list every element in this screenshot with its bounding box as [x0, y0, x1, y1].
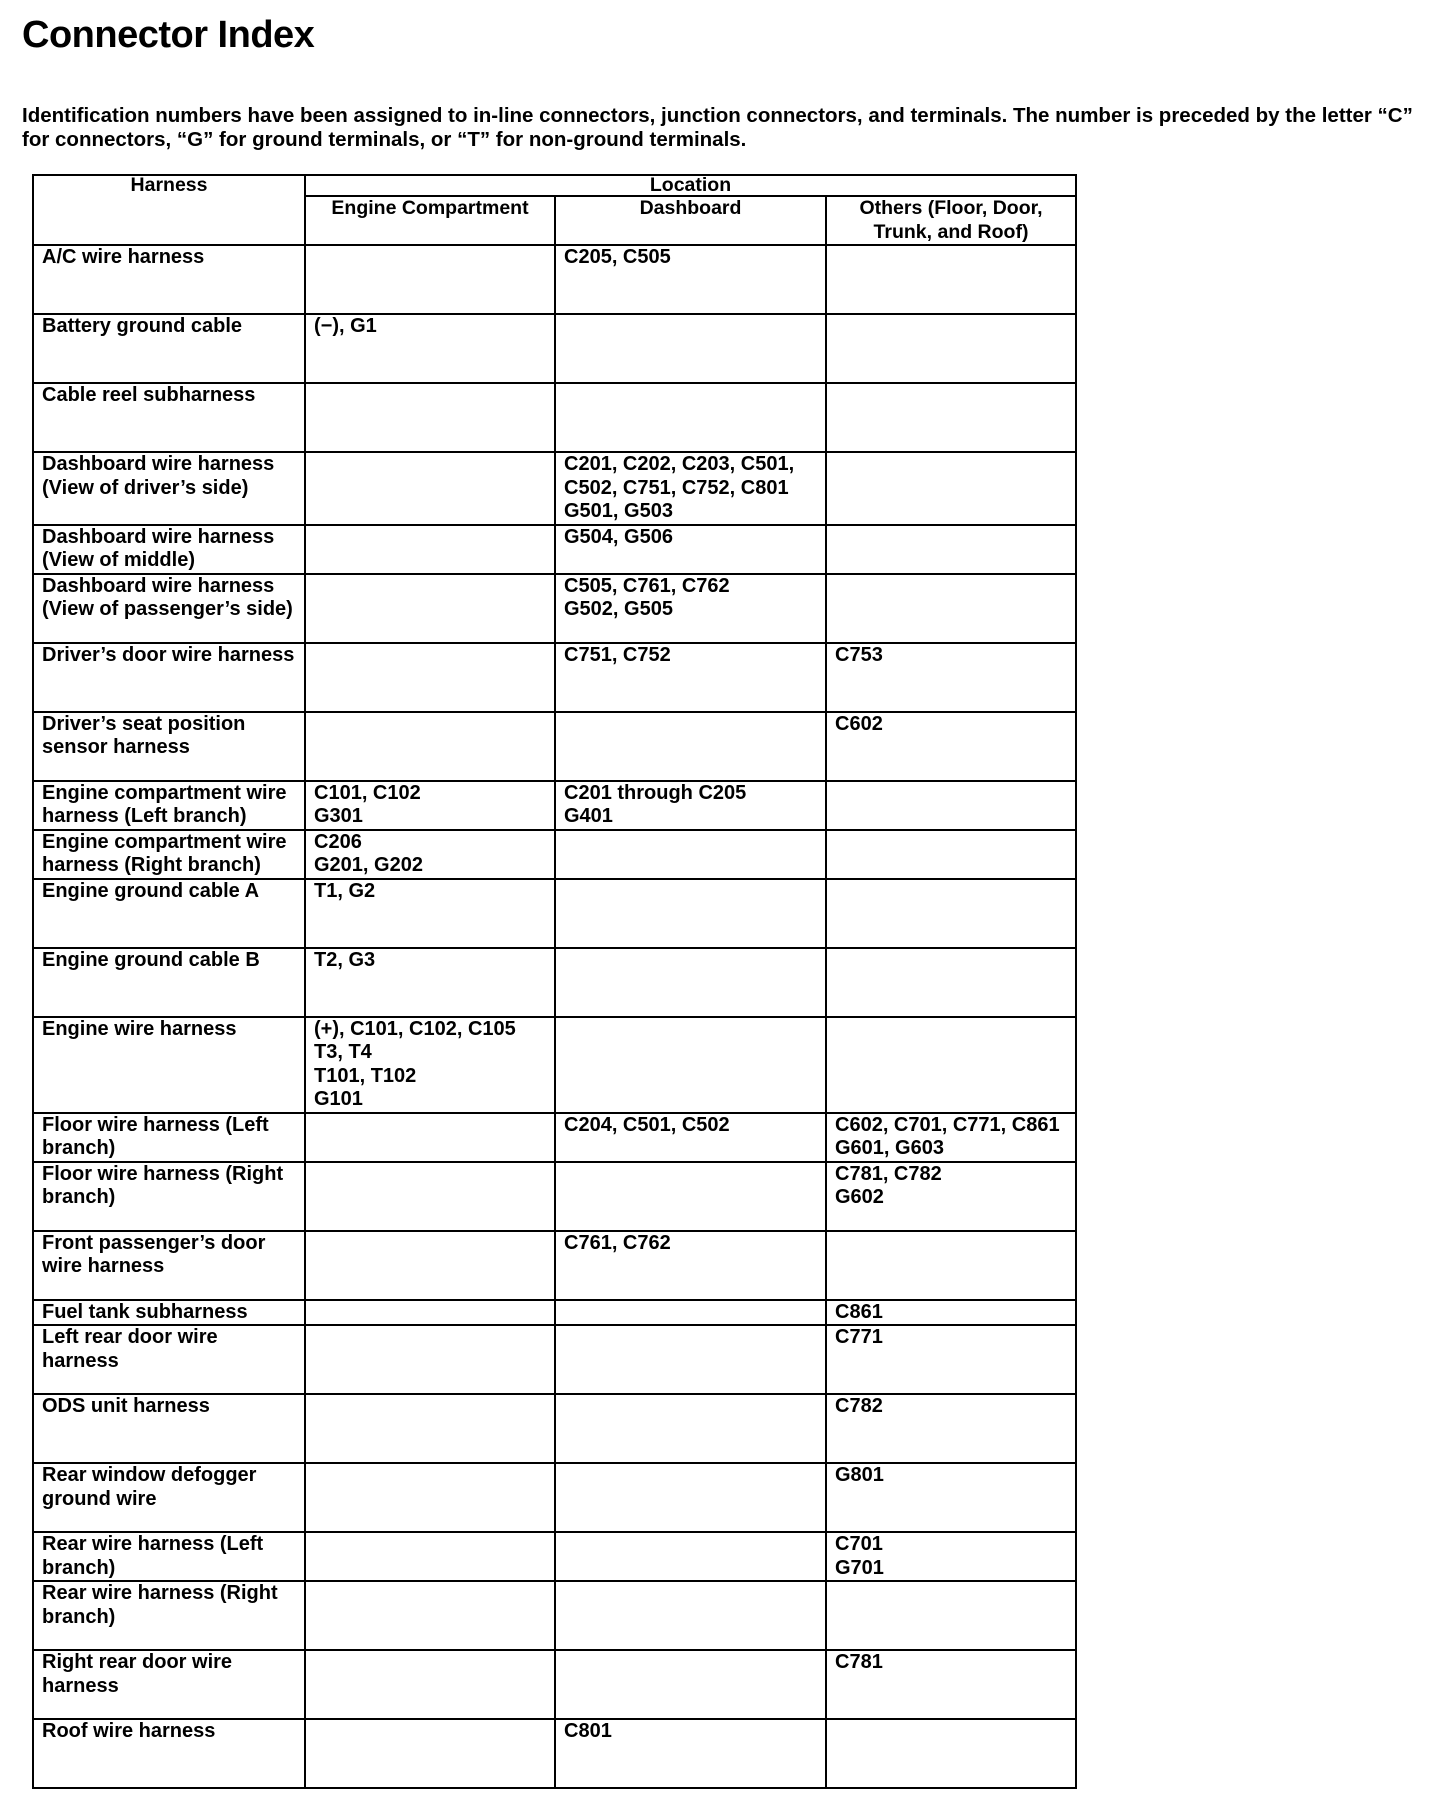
harness-cell — [33, 1581, 305, 1650]
harness-name: Dashboard wire harness (View of middle) — [42, 525, 275, 571]
connector-list: G504, G506 — [564, 525, 673, 548]
connector-list: C861 — [835, 1300, 883, 1323]
harness-header: Harness — [33, 175, 305, 245]
connector-list: G401 — [564, 805, 613, 827]
others-cell — [826, 1231, 1076, 1300]
engine-cell — [305, 1581, 555, 1650]
dashboard-cell — [555, 1231, 826, 1300]
harness-cell — [33, 712, 305, 781]
dashboard-cell — [555, 1325, 826, 1394]
others-cell — [826, 1650, 1076, 1719]
harness-name: A/C wire harness — [42, 246, 205, 268]
engine-compartment-header: Engine Compartment — [305, 196, 555, 245]
engine-cell — [305, 452, 555, 525]
harness-name: Engine compartment wire harness (Right branch) — [42, 830, 287, 876]
dashboard-cell — [555, 245, 826, 314]
others-cell — [826, 1719, 1076, 1788]
engine-cell — [305, 1650, 555, 1719]
connector-list: C205, C505 — [564, 246, 671, 268]
harness-name: Engine compartment wire harness (Left branch) — [42, 781, 287, 827]
engine-cell — [305, 1532, 555, 1581]
harness-cell — [33, 1463, 305, 1532]
harness-cell — [33, 1162, 305, 1231]
harness-cell — [33, 1300, 305, 1326]
harness-cell — [33, 245, 305, 314]
harness-name: Engine wire harness — [42, 1017, 237, 1040]
connector-list: C753 — [835, 643, 883, 666]
harness-cell — [33, 574, 305, 643]
dashboard-cell — [555, 314, 826, 383]
dashboard-cell — [555, 948, 826, 1017]
engine-cell — [305, 1463, 555, 1532]
connector-list: G201, G202 — [314, 854, 423, 876]
dashboard-cell — [555, 452, 826, 525]
others-cell — [826, 1017, 1076, 1113]
connector-list: C201 through C205 — [564, 781, 747, 804]
engine-cell — [305, 781, 555, 830]
page-title: Connector Index — [22, 14, 315, 56]
connector-list: G801 — [835, 1464, 884, 1486]
harness-cell — [33, 781, 305, 830]
harness-name: Battery ground cable — [42, 315, 243, 337]
dashboard-cell — [555, 1581, 826, 1650]
harness-name: Right rear door wire harness — [42, 1651, 233, 1697]
table-row — [33, 879, 1076, 948]
harness-cell — [33, 1113, 305, 1162]
table-row — [33, 314, 1076, 383]
harness-cell — [33, 830, 305, 879]
connector-list: G502, G505 — [564, 598, 673, 620]
others-cell — [826, 525, 1076, 574]
table-row — [33, 1719, 1076, 1788]
connector-list: C781, C782 — [835, 1162, 942, 1185]
others-cell — [826, 1394, 1076, 1463]
harness-name: Floor wire harness (Left branch) — [42, 1113, 269, 1159]
engine-cell — [305, 314, 555, 383]
others-cell — [826, 830, 1076, 879]
harness-cell — [33, 1532, 305, 1581]
dashboard-cell — [555, 879, 826, 948]
dashboard-cell — [555, 830, 826, 879]
harness-name: Dashboard wire harness (View of passenger’s side) — [42, 574, 293, 620]
others-cell — [826, 879, 1076, 948]
dashboard-cell — [555, 574, 826, 643]
engine-cell — [305, 1113, 555, 1162]
connector-list: T1, G2 — [314, 879, 376, 902]
harness-cell — [33, 948, 305, 1017]
connector-list: C761, C762 — [564, 1231, 671, 1254]
harness-cell — [33, 314, 305, 383]
table-row — [33, 1162, 1076, 1231]
connector-list: G501, G503 — [564, 500, 673, 522]
intro-paragraph: Identification numbers have been assigned to in-line connectors, junction connectors, and terminals. The number is preceded by the letter “C” for connectors, “G” for ground terminals, or “T” for non-ground terminals. — [22, 104, 1413, 151]
table-row — [33, 574, 1076, 643]
connector-list: C204, C501, C502 — [564, 1113, 730, 1136]
others-cell — [826, 314, 1076, 383]
engine-cell — [305, 1300, 555, 1326]
table-row — [33, 643, 1076, 712]
harness-name: Front passenger’s door wire harness — [42, 1231, 266, 1277]
harness-cell — [33, 1719, 305, 1788]
connector-list: C502, C751, C752, C801 — [564, 476, 789, 499]
harness-name: Dashboard wire harness (View of driver’s side) — [42, 453, 275, 499]
harness-cell — [33, 1231, 305, 1300]
harness-cell — [33, 879, 305, 948]
location-header: Location — [305, 175, 1076, 196]
dashboard-cell — [555, 643, 826, 712]
engine-cell — [305, 1394, 555, 1463]
harness-name: Driver’s seat position sensor harness — [42, 712, 246, 758]
connector-list: G301 — [314, 805, 363, 827]
harness-name: Rear wire harness (Right branch) — [42, 1582, 278, 1628]
table-row — [33, 1650, 1076, 1719]
harness-cell — [33, 452, 305, 525]
connector-list: C771 — [835, 1326, 883, 1348]
connector-list: C602 — [835, 712, 883, 735]
harness-name: Engine ground cable B — [42, 948, 260, 971]
connector-list: G101 — [314, 1088, 363, 1110]
harness-cell — [33, 1650, 305, 1719]
dashboard-cell — [555, 1394, 826, 1463]
harness-name: Cable reel subharness — [42, 384, 256, 406]
dashboard-cell — [555, 1532, 826, 1581]
connector-list: T3, T4 — [314, 1041, 372, 1063]
engine-cell — [305, 643, 555, 712]
table-row — [33, 1581, 1076, 1650]
harness-cell — [33, 1394, 305, 1463]
harness-cell — [33, 383, 305, 452]
engine-cell — [305, 525, 555, 574]
harness-cell — [33, 1325, 305, 1394]
table-row — [33, 830, 1076, 879]
engine-cell — [305, 1231, 555, 1300]
harness-name: Fuel tank subharness — [42, 1300, 248, 1323]
connector-list: C206 — [314, 830, 362, 853]
table-row — [33, 383, 1076, 452]
dashboard-cell — [555, 1017, 826, 1113]
others-cell — [826, 1162, 1076, 1231]
table-row — [33, 1532, 1076, 1581]
connector-list: C201, C202, C203, C501, — [564, 453, 795, 475]
dashboard-cell — [555, 1113, 826, 1162]
others-header: Others (Floor, Door, Trunk, and Roof) — [826, 196, 1076, 245]
table-row — [33, 1463, 1076, 1532]
others-cell — [826, 1113, 1076, 1162]
dashboard-cell — [555, 712, 826, 781]
table-row — [33, 525, 1076, 574]
engine-cell — [305, 574, 555, 643]
connector-list: C801 — [564, 1720, 612, 1742]
engine-cell — [305, 1325, 555, 1394]
dashboard-cell — [555, 1463, 826, 1532]
engine-cell — [305, 948, 555, 1017]
connector-list: C701 — [835, 1533, 883, 1555]
harness-cell — [33, 643, 305, 712]
dashboard-cell — [555, 1719, 826, 1788]
connector-list: C781 — [835, 1651, 883, 1673]
connector-list: C751, C752 — [564, 643, 671, 666]
connector-list: C505, C761, C762 — [564, 574, 730, 597]
connector-list: (−), G1 — [314, 315, 377, 337]
engine-cell — [305, 830, 555, 879]
harness-name: ODS unit harness — [42, 1395, 210, 1417]
dashboard-cell — [555, 1300, 826, 1326]
table-row — [33, 781, 1076, 830]
table-body — [33, 245, 1076, 1788]
engine-cell — [305, 245, 555, 314]
dashboard-header: Dashboard — [555, 196, 826, 245]
connector-list: C782 — [835, 1395, 883, 1417]
table-row — [33, 1231, 1076, 1300]
others-cell — [826, 245, 1076, 314]
dashboard-cell — [555, 525, 826, 574]
others-cell — [826, 1532, 1076, 1581]
engine-cell — [305, 1017, 555, 1113]
table-row — [33, 1325, 1076, 1394]
dashboard-cell — [555, 1162, 826, 1231]
table-row — [33, 1113, 1076, 1162]
connector-list: (+), C101, C102, C105 — [314, 1017, 516, 1040]
table-row — [33, 1300, 1076, 1326]
others-cell — [826, 383, 1076, 452]
others-cell — [826, 781, 1076, 830]
connector-list: T101, T102 — [314, 1064, 417, 1087]
others-cell — [826, 1300, 1076, 1326]
harness-name: Rear wire harness (Left branch) — [42, 1533, 264, 1579]
table-row — [33, 1017, 1076, 1113]
others-cell — [826, 643, 1076, 712]
table-row — [33, 1394, 1076, 1463]
harness-name: Rear window defogger ground wire — [42, 1464, 257, 1510]
dashboard-cell — [555, 383, 826, 452]
others-cell — [826, 452, 1076, 525]
connector-list: T2, G3 — [314, 948, 376, 971]
harness-name: Driver’s door wire harness — [42, 643, 295, 666]
harness-cell — [33, 525, 305, 574]
harness-name: Engine ground cable A — [42, 879, 260, 902]
others-cell — [826, 1463, 1076, 1532]
harness-name: Floor wire harness (Right branch) — [42, 1162, 284, 1208]
engine-cell — [305, 1162, 555, 1231]
connector-index-table — [32, 174, 1077, 1789]
others-cell — [826, 1581, 1076, 1650]
table-row — [33, 712, 1076, 781]
harness-cell — [33, 1017, 305, 1113]
connector-list: G602 — [835, 1186, 884, 1208]
table-row — [33, 948, 1076, 1017]
engine-cell — [305, 879, 555, 948]
engine-cell — [305, 712, 555, 781]
engine-cell — [305, 1719, 555, 1788]
harness-name: Roof wire harness — [42, 1720, 216, 1742]
table-row — [33, 452, 1076, 525]
connector-list: C101, C102 — [314, 781, 421, 804]
others-cell — [826, 712, 1076, 781]
others-cell — [826, 574, 1076, 643]
dashboard-cell — [555, 781, 826, 830]
connector-list: G601, G603 — [835, 1137, 944, 1159]
connector-list: C602, C701, C771, C861 — [835, 1113, 1060, 1136]
dashboard-cell — [555, 1650, 826, 1719]
harness-name: Left rear door wire harness — [42, 1326, 218, 1372]
table-row — [33, 245, 1076, 314]
engine-cell — [305, 383, 555, 452]
others-cell — [826, 948, 1076, 1017]
others-cell — [826, 1325, 1076, 1394]
connector-list: G701 — [835, 1556, 884, 1579]
